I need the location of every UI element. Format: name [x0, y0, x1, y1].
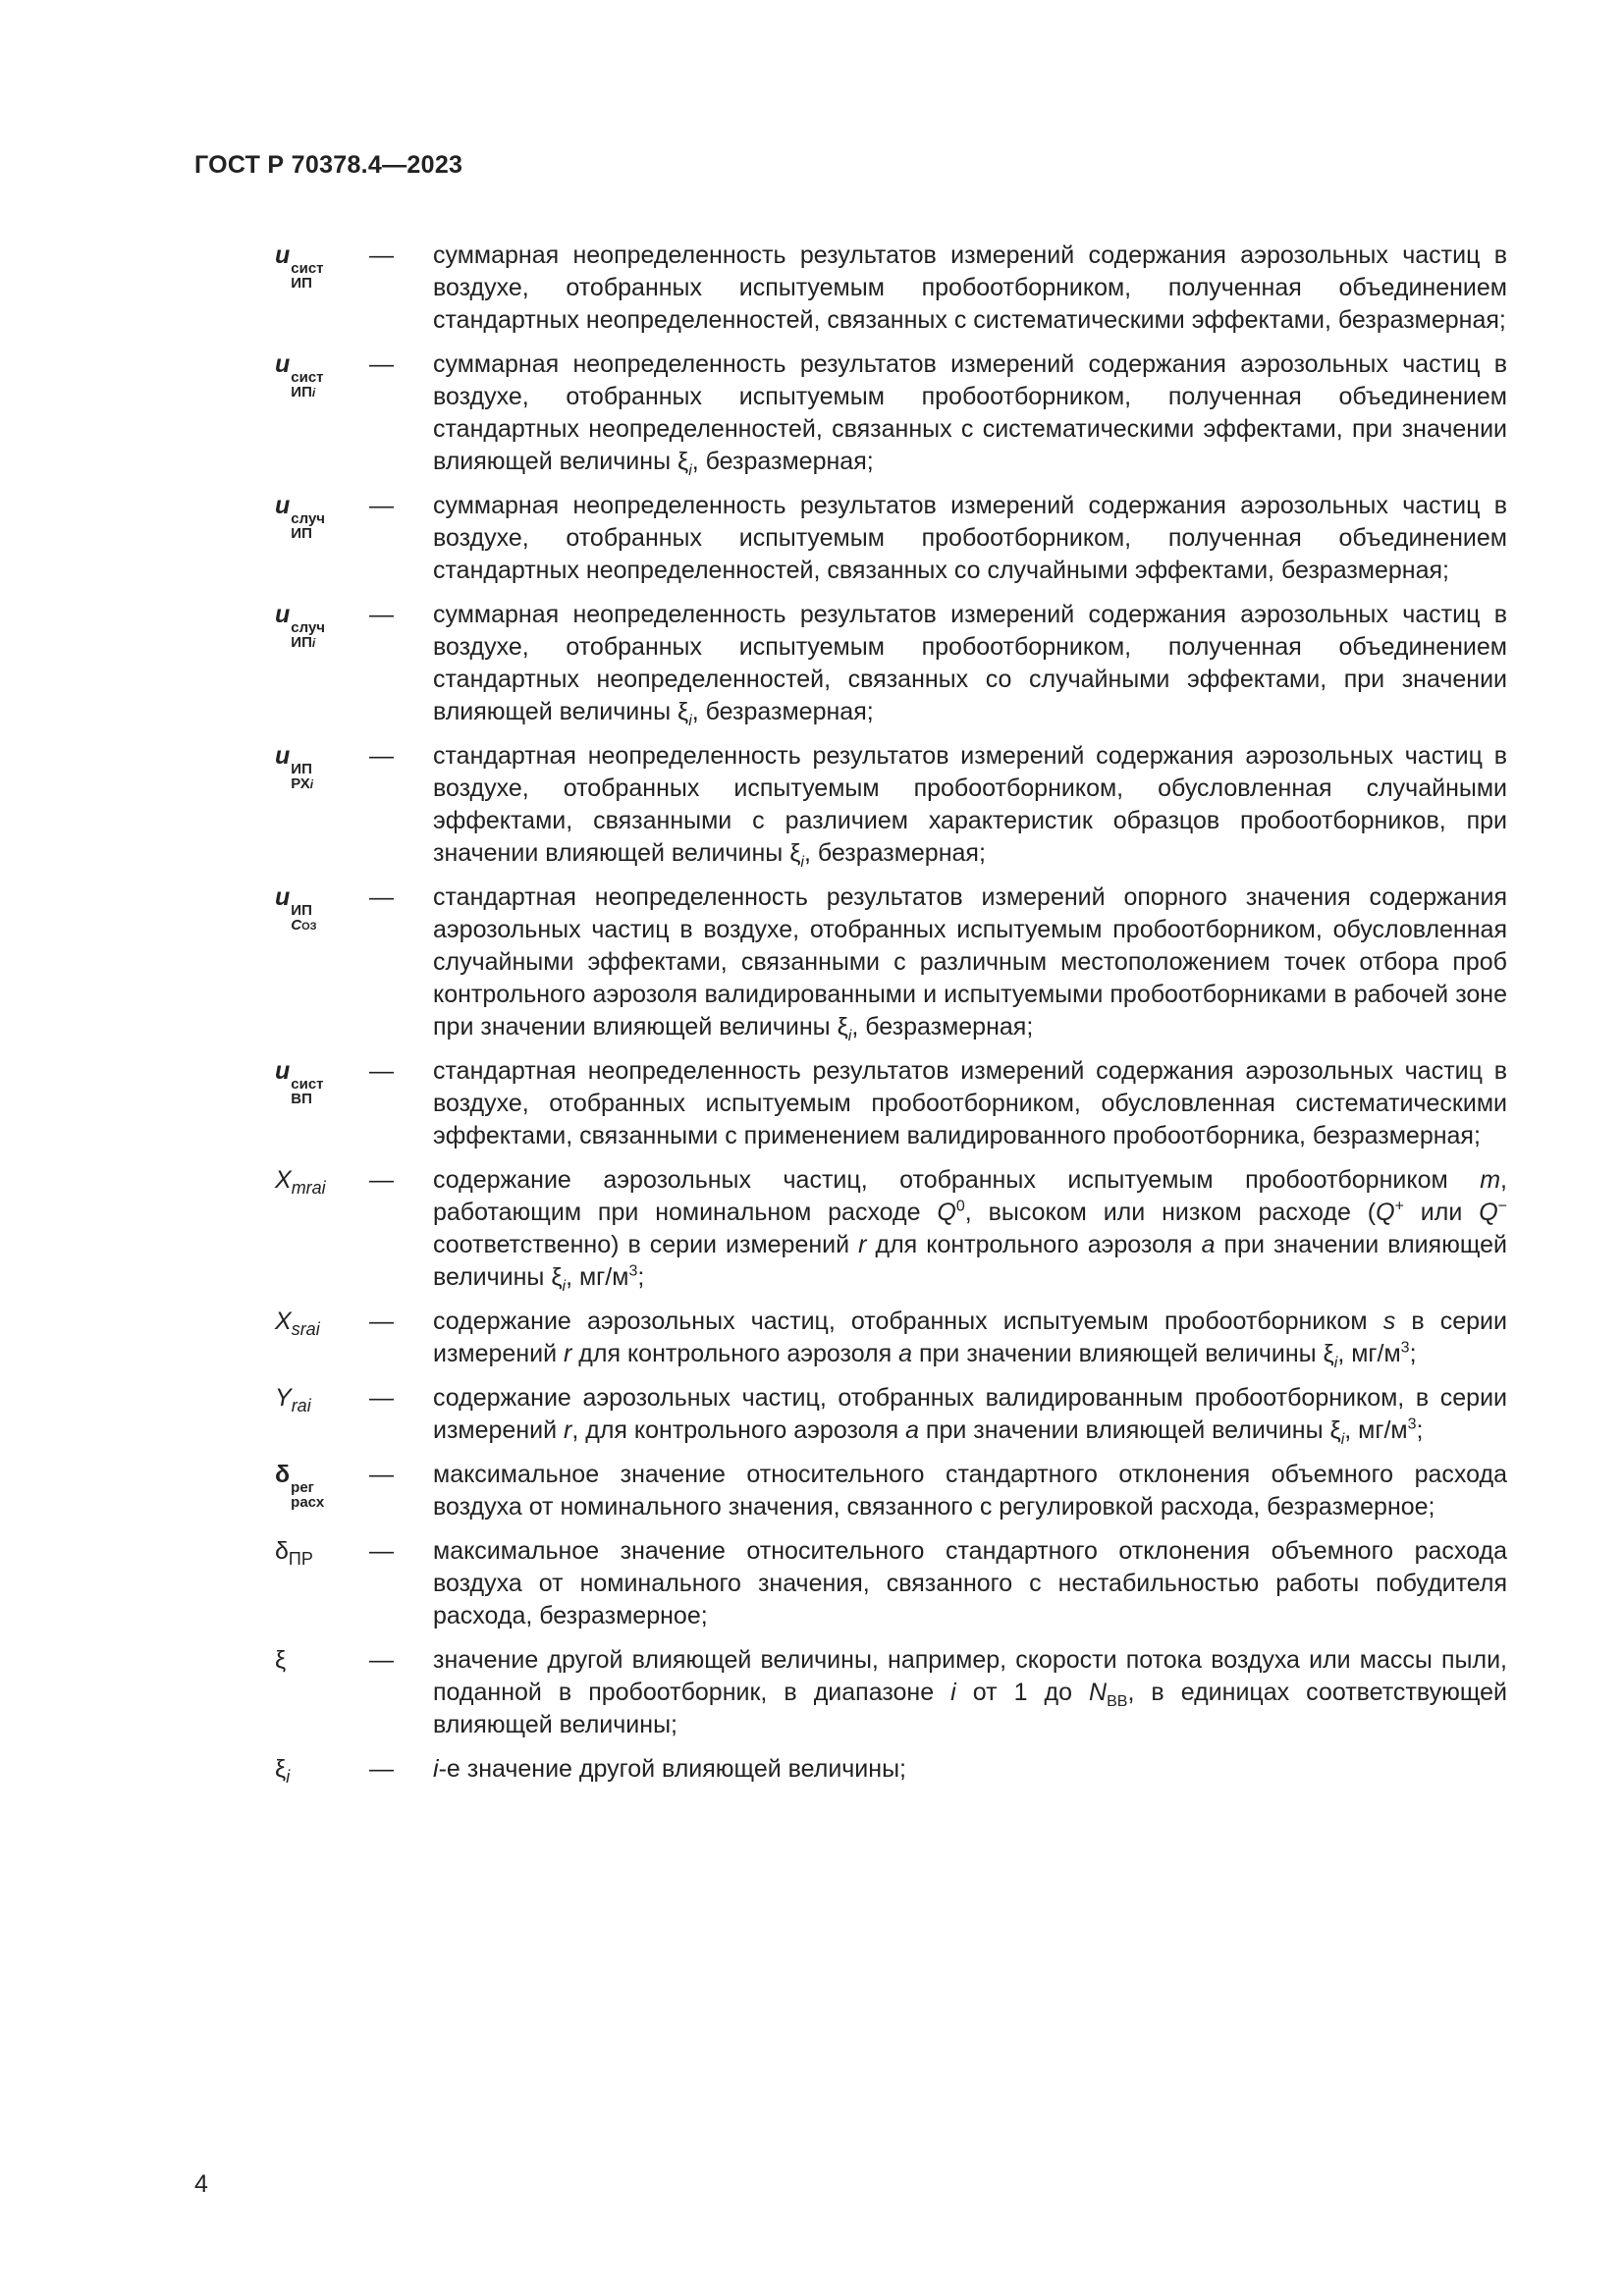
definition-row — [194, 1535, 1507, 1632]
definition-row — [194, 881, 1507, 1043]
definition-row — [194, 1459, 1507, 1523]
definition-row — [194, 1055, 1507, 1152]
definition-text: содержание аэрозольных частиц, отобранных испытуемым пробоотборником m, работающим при номинальном расходе $Q^0$, высоком или низком расходе (Q+ или Q− соответственно) в серии измерений r для контрольного аэрозоля a при значении влияющей величины $\xi_i$, $мг/м^3$; — [433, 1166, 1507, 1295]
dash: — — [369, 1166, 394, 1194]
symbol: u случ ИП — [275, 492, 326, 542]
dash: — — [369, 350, 394, 378]
symbol: ξ — [275, 1646, 287, 1674]
symbol: $\delta_{ПР}$ — [275, 1537, 313, 1569]
definition-row — [194, 1753, 1507, 1793]
dash: — — [369, 883, 394, 911]
definition-text: содержание аэрозольных частиц, отобранных валидированным пробоотборником, в серии измерений r, для контрольного аэрозоля a при значении влияющей величины $\xi_i$, $мг/м^3$; — [433, 1384, 1507, 1448]
symbol: $X_{mrai}$ — [275, 1166, 326, 1198]
dash: — — [369, 742, 394, 770]
definition-text: значение другой влияющей величины, например, скорости потока воздуха или массы пыли, поданной в пробоотборник, в диапазоне i от 1 до $N_{ВВ}$, в единицах соответствующей влияющей величины; — [433, 1646, 1507, 1738]
symbol: u сист ВП — [275, 1057, 324, 1107]
definition-text: максимальное значение относительного стандартного отклонения объемного расхода воздуха от номинального значения, связанного с нестабильностью работы побудителя расхода, безразмерное; — [433, 1537, 1507, 1629]
dash: — — [369, 601, 394, 628]
definition-text: суммарная неопределенность результатов измерений содержания аэрозольных частиц в воздухе, отобранных испытуемым пробоотборником, полученная объединением стандартных неопределенностей, связанных со случайными эффектами, безразмерная; — [433, 492, 1507, 584]
symbol: u сист ИП — [275, 241, 324, 292]
dash: — — [369, 1461, 394, 1488]
definition-row — [194, 1164, 1507, 1294]
symbol: u случ ИПi — [275, 601, 326, 651]
symbol: $\xi_i$ — [275, 1755, 291, 1787]
definition-text: стандартная неопределенность результатов измерений опорного значения содержания аэрозольных частиц в воздухе, отобранных испытуемым пробоотборником, обусловленная случайными эффектами, связанными с различным местоположением точек отбора проб контрольного аэрозоля валидированными и испытуемыми пробоотборниками в рабочей зоне при значении влияющей величины $\xi_i$, безразмерная; — [433, 883, 1507, 1044]
definition-text: i-е значение другой влияющей величины; — [433, 1755, 906, 1783]
definition-row — [194, 490, 1507, 587]
definition-row — [194, 599, 1507, 728]
definition-text: содержание аэрозольных частиц, отобранных испытуемым пробоотборником s в серии измерений r для контрольного аэрозоля a при значении влияющей величины $\xi_i$, $мг/м^3$; — [433, 1308, 1507, 1371]
symbol: u сист ИПi — [275, 350, 324, 400]
symbol: u ИП CОЗ — [275, 883, 317, 934]
symbol: δ рег расх — [275, 1461, 325, 1511]
dash: — — [369, 1537, 394, 1565]
definition-row — [194, 740, 1507, 870]
symbol: $X_{srai}$ — [275, 1308, 320, 1339]
definition-text: максимальное значение относительного стандартного отклонения объемного расхода воздуха от номинального значения, связанного с регулировкой расхода, безразмерное; — [433, 1461, 1507, 1521]
dash: — — [369, 492, 394, 519]
definition-row — [194, 1306, 1507, 1370]
definition-row — [194, 240, 1507, 337]
dash: — — [369, 1057, 394, 1085]
dash: — — [369, 1755, 394, 1783]
symbol-definitions-list — [194, 240, 1507, 1805]
symbol: $Y_{rai}$ — [275, 1384, 311, 1415]
document-header: ГОСТ Р 70378.4—2023 — [194, 151, 463, 179]
dash: — — [369, 1384, 394, 1412]
definition-text: суммарная неопределенность результатов измерений содержания аэрозольных частиц в воздухе, отобранных испытуемым пробоотборником, полученная объединением стандартных неопределенностей, связанных с систематическими эффектами, безразмерная; — [433, 241, 1507, 334]
dash: — — [369, 1308, 394, 1335]
definition-row — [194, 1644, 1507, 1741]
page-number: 4 — [194, 2170, 208, 2198]
definition-row — [194, 348, 1507, 478]
dash: — — [369, 241, 394, 269]
definition-text: суммарная неопределенность результатов измерений содержания аэрозольных частиц в воздухе, отобранных испытуемым пробоотборником, полученная объединением стандартных неопределенностей, связанных с систематическими эффектами, при значении влияющей величины $\xi_i$, безразмерная; — [433, 350, 1507, 479]
symbol: u ИП РХi — [275, 742, 314, 792]
definition-text: стандартная неопределенность результатов измерений содержания аэрозольных частиц в воздухе, отобранных испытуемым пробоотборником, обусловленная систематическими эффектами, связанными с применением валидированного пробоотборника, безразмерная; — [433, 1057, 1507, 1149]
definition-text: суммарная неопределенность результатов измерений содержания аэрозольных частиц в воздухе, отобранных испытуемым пробоотборником, полученная объединением стандартных неопределенностей, связанных со случайными эффектами, при значении влияющей величины $\xi_i$, безразмерная; — [433, 601, 1507, 729]
definition-text: стандартная неопределенность результатов измерений содержания аэрозольных частиц в воздухе, отобранных испытуемым пробоотборником, обусловленная случайными эффектами, связанными с различием характеристик образцов пробоотборников, при значении влияющей величины $\xi_i$, безразмерная; — [433, 742, 1507, 871]
dash: — — [369, 1646, 394, 1674]
definition-row — [194, 1382, 1507, 1447]
